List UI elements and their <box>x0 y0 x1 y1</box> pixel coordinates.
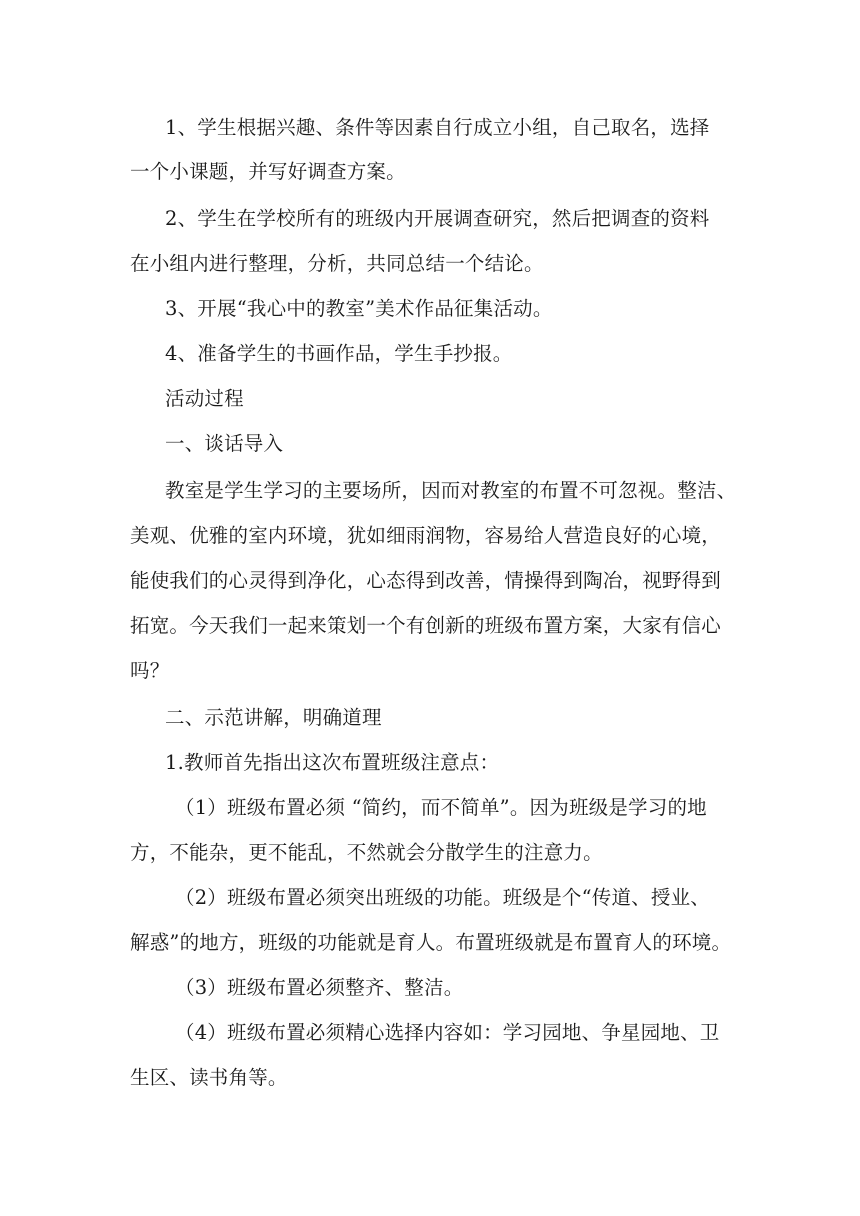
text-line: 方，不能杂，更不能乱，不然就会分散学生的注意力。 <box>130 841 603 864</box>
text-line: 吗？ <box>130 659 170 682</box>
section-heading: 一、谈话导入 <box>165 432 284 455</box>
text-line: 美观、优雅的室内环境，犹如细雨润物，容易给人营造良好的心境， <box>130 524 722 547</box>
text-line: 2、学生在学校所有的班级内开展调查研究，然后把调查的资料 <box>165 207 710 230</box>
section-heading: 二、示范讲解，明确道理 <box>165 706 382 729</box>
text-line: 能使我们的心灵得到净化，心态得到改善，情操得到陶冶，视野得到 <box>130 569 722 592</box>
text-line: 一个小课题，并写好调查方案。 <box>130 160 406 183</box>
text-line: （2）班级布置必须突出班级的功能。班级是个“传道、授业、 <box>175 886 710 909</box>
text-line: 3、开展“我心中的教室”美术作品征集活动。 <box>165 297 553 320</box>
text-line: （4）班级布置必须精心选择内容如：学习园地、争星园地、卫 <box>175 1021 720 1044</box>
text-line: 解惑”的地方，班级的功能就是育人。布置班级就是布置育人的环境。 <box>130 931 732 954</box>
text-line: 在小组内进行整理，分析，共同总结一个结论。 <box>130 252 544 275</box>
text-line: 4、准备学生的书画作品，学生手抄报。 <box>165 342 513 365</box>
text-line: 教室是学生学习的主要场所，因而对教室的布置不可忽视。整洁、 <box>165 479 737 502</box>
text-line: （1）班级布置必须 “简约，而不简单”。因为班级是学习的地 <box>175 796 707 819</box>
section-heading: 活动过程 <box>165 387 244 410</box>
text-line: （3）班级布置必须整齐、整洁。 <box>175 976 464 999</box>
text-line: 拓宽。今天我们一起来策划一个有创新的班级布置方案，大家有信心 <box>130 614 722 637</box>
text-line: 生区、读书角等。 <box>130 1066 288 1089</box>
text-line: 1.教师首先指出这次布置班级注意点： <box>165 751 500 774</box>
text-line: 1、学生根据兴趣、条件等因素自行成立小组，自己取名，选择 <box>165 116 710 139</box>
